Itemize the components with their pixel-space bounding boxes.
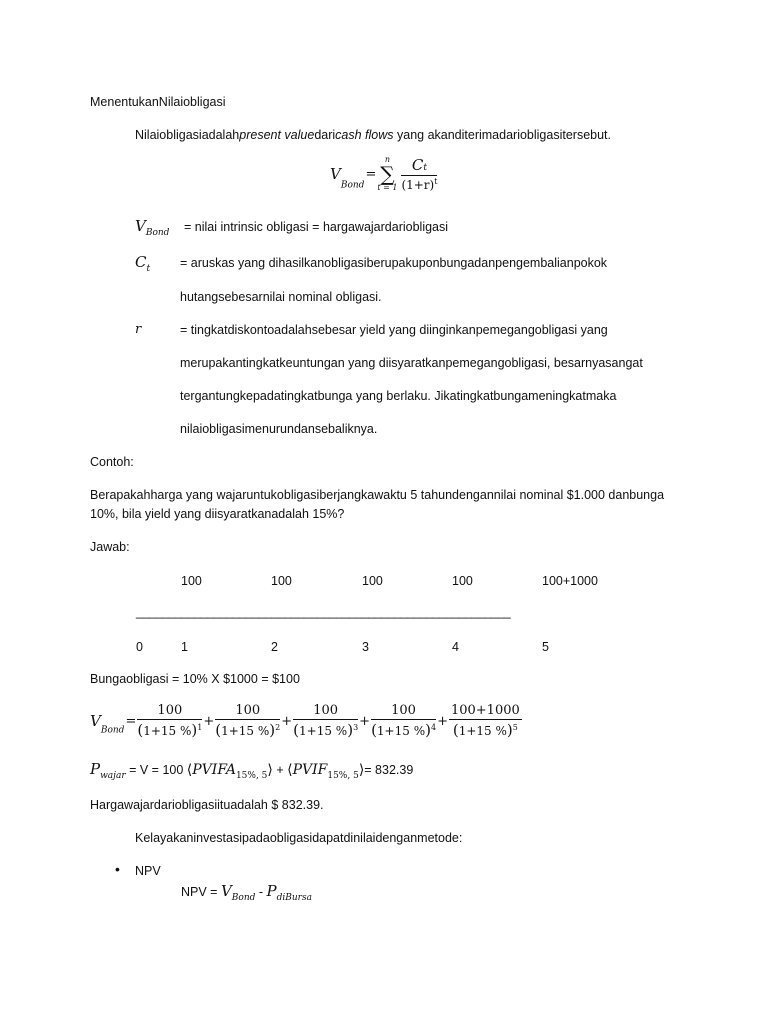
period-3: 3 <box>362 640 369 654</box>
pwajar-sub: wajar <box>100 771 126 781</box>
period-0: 0 <box>136 640 143 654</box>
bullet-npv-label: NPV <box>135 864 161 878</box>
period-1: 1 <box>181 640 188 654</box>
example-label: Contoh: <box>90 455 134 469</box>
intro-middle: dari <box>314 128 336 142</box>
def-r-line4: nilaiobligasimenurundansebaliknya. <box>180 422 378 436</box>
npv-formula <box>181 882 312 903</box>
pv-plus-4: + <box>437 713 448 729</box>
intro-suffix: yang akanditerimadariobligasitersebut. <box>393 128 612 142</box>
npv-prefix: NPV = <box>181 885 221 899</box>
def-vbond-symbol: $V_{Bond}$ <box>135 217 170 238</box>
def-ct-line2: hutangsebesarnilai nominal obligasi. <box>180 290 382 304</box>
heading: MenentukanNilaiobligasi <box>90 95 226 109</box>
npv-minus: - <box>255 885 267 899</box>
sum-lower: t = 1 <box>377 183 398 192</box>
cashflow-3: 100 <box>362 574 383 588</box>
intro-paragraph <box>135 128 611 142</box>
pv-plus-1: + <box>203 713 215 729</box>
pv-equals: = <box>125 713 137 729</box>
answer-label: Jawab: <box>90 540 130 554</box>
pv-term-4: $\frac{100}{(1+15 \%)^4}$ <box>371 703 437 739</box>
def-r-line3: tergantungkepadatingkatbunga yang berlaku. Jikatingkatbungameningkatmaka <box>180 389 617 403</box>
npv-p: P <box>266 882 277 900</box>
coupon-line: Bungaobligasi = 10% X $1000 = $100 <box>90 672 300 686</box>
fraction-denominator: (1+r) <box>401 178 435 192</box>
pv-formula <box>90 703 522 739</box>
pv-term-2: $\frac{100}{(1+15 \%)^2}$ <box>215 703 281 739</box>
fraction-numerator: C <box>411 156 424 174</box>
pwajar-text3: = 832.39 <box>364 763 414 777</box>
main-formula <box>330 156 437 192</box>
cashflow-5: 100+1000 <box>542 574 598 588</box>
def-r-line1: = tingkatdiskontoadalahsebesar yield yang diinginkanpemegangobligasi yang <box>180 323 608 337</box>
intro-italic-present-value: present value <box>239 128 315 142</box>
period-5: 5 <box>542 640 549 654</box>
npv-v: V <box>220 882 232 900</box>
main-fraction <box>401 156 437 192</box>
cashflow-4: 100 <box>452 574 473 588</box>
timeline-rule: __________________________________________________________ <box>136 605 511 619</box>
def-vbond-text: = nilai intrinsic obligasi = hargawajardariobligasi <box>184 220 449 234</box>
pv-plus-3: + <box>359 713 371 729</box>
pwajar-pvif: PVIF <box>292 762 328 778</box>
formula-equals: = <box>365 166 377 182</box>
pwajar-text2: + <box>272 763 288 777</box>
fraction-numerator-sub: t <box>423 163 427 173</box>
result-line: Hargawajardariobligasiituadalah $ 832.39. <box>90 798 324 812</box>
formula-v: V <box>330 165 341 183</box>
def-r-line2: merupakantingkatkeuntungan yang diisyaratkanpemegangobligasi, besarnyasangat <box>180 356 643 370</box>
sum-upper: n <box>384 155 390 164</box>
period-4: 4 <box>452 640 459 654</box>
fraction-denominator-exp: t <box>434 177 438 186</box>
pwajar-text1: = V = 100 <box>125 763 187 777</box>
intro-italic-cash-flows: cash flows <box>335 128 394 142</box>
question-line1: Berapakahharga yang wajaruntukobligasiberjangkawaktu 5 tahundengannilai nominal $1.000 danbunga <box>90 488 665 502</box>
feasibility-line: Kelayakaninvestasipadaobligasidapatdinilaidenganmetode: <box>135 831 463 845</box>
pv-v-sub: Bond <box>100 725 125 736</box>
npv-v-sub: Bond <box>231 893 256 903</box>
npv-p-sub: diBursa <box>276 893 312 903</box>
sum-symbol: n ∑ t = 1 <box>377 155 398 192</box>
intro-prefix: Nilaiobligasiadalah <box>135 128 240 142</box>
pwajar-pvifa-sub: 15%, 5 <box>235 771 268 781</box>
def-ct-line1: = aruskas yang dihasilkanobligasiberupakuponbungadanpengembalianpokok <box>180 256 608 270</box>
period-2: 2 <box>271 640 278 654</box>
pv-term-5: $\frac{100+1000}{(1+15 \%)^5}$ <box>450 703 520 739</box>
pwajar-p: P <box>90 760 101 778</box>
bullet-glyph: • <box>115 861 120 877</box>
def-r-symbol: r <box>135 322 142 337</box>
pwajar-pvifa: PVIFA <box>192 762 236 778</box>
pwajar-pvif-sub: 15%, 5 <box>327 771 359 781</box>
pv-term-3: $\frac{100}{(1+15 \%)^3}$ <box>293 703 359 739</box>
pv-v: V <box>90 712 101 730</box>
question-line2: 10%, bila yield yang diisyaratkanadalah 15%? <box>90 507 345 521</box>
formula-v-sub: Bond <box>340 180 365 191</box>
pv-term-1: $\frac{100}{(1+15 \%)^1}$ <box>137 703 203 739</box>
pwajar-line: $P_{wajar} = V = 100$ $⟨PVIFA_{15\%, 5}⟩$ + $⟨PVIF_{15\%, 5}⟩= 832.39$ <box>90 760 414 781</box>
def-ct-symbol: $C_t$ <box>135 253 151 274</box>
cashflow-2: 100 <box>271 574 292 588</box>
pv-plus-2: + <box>281 713 293 729</box>
cashflow-1: 100 <box>181 574 202 588</box>
